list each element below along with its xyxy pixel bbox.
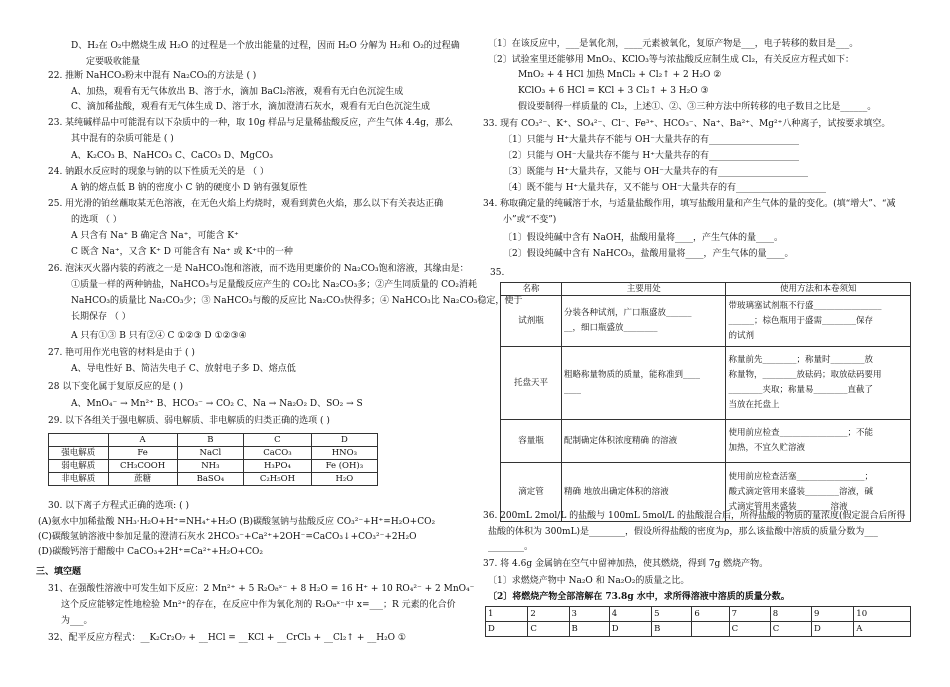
table-header-cell: 使用方法和本卷须知 [726, 283, 911, 296]
answer-cell: 10 [854, 607, 911, 622]
question-line: 〔1〕求燃烧产物中 Na₂O 和 Na₂O₂的质量之比。 [488, 576, 690, 586]
question-line: 33. 现有 CO₃²⁻、K⁺、SO₄²⁻、Cl⁻、Fe³⁺、HCO₃⁻、Na⁺、Ba²⁺、Mg²⁺八种离子，试按要求填空。 [483, 119, 891, 129]
question-line: 32、配平反应方程式：__K₂Cr₂O₇ + __HCl = __KCl + __CrCl₃ + __Cl₂↑ + __H₂O ① [48, 633, 406, 643]
question-line: 31、在强酸性溶液中可发生如下反应：2 Mn²⁺ + 5 R₂O₈ˣ⁻ + 8 H₂O = 16 H⁺ + 10 RO₄²⁻ + 2 MnO₄⁻ [48, 584, 475, 594]
table-cell: 精确 地放出确定体积的溶液 [561, 463, 726, 522]
table-cell: C [244, 434, 312, 447]
table-cell: 使用前应检查活塞________________； 酸式滴定管用来盛装________溶液，碱 式滴定管用来盛装________溶液 [726, 463, 911, 522]
question-line: 25. 用光滑的铂丝蘸取某无色溶液，在无色火焰上灼烧时，观看到黄色火焰，那么以下有关表达正确 [48, 199, 444, 209]
table-cell: CH₃COOH [108, 460, 177, 473]
question-line: 假设要制得一样质量的 Cl₂，上述①、②、③三种方法中所转移的电子数目之比是______。 [518, 102, 877, 112]
question-line: 35. [490, 268, 505, 278]
question-line: 〔2〕只能与 OH⁻大量共存不能与 H⁺大量共存的有____________________ [503, 151, 800, 161]
question-line: 这个反应能够定性地检验 Mn²⁺的存在，在反应中作为氧化剂的 R₂O₈ˣ⁻中 x=___；R 元素的化合价 [61, 600, 456, 610]
table-row [486, 607, 911, 622]
table-cell [49, 434, 109, 447]
answer-cell: C [729, 622, 770, 637]
question-line: A、K₂CO₃ B、NaHCO₃ C、CaCO₃ D、MgCO₃ [71, 151, 273, 161]
question-line: A、加热，观看有无气体放出 B、溶于水，滴加 BaCl₂溶液，观看有无白色沉淀生成 [71, 87, 404, 97]
question-line: 〔2〕将燃烧产物全部溶解在 73.8g 水中，求所得溶液中溶质的质量分数。 [488, 592, 790, 602]
table-cell: H₃PO₄ [244, 460, 312, 473]
table-cell: 非电解质 [49, 473, 109, 486]
question-line: D、H₂在 O₂中燃烧生成 H₂O 的过程是一个放出能量的过程，因而 H₂O 分解为 H₂和 O₂的过程确 [71, 41, 460, 51]
answer-cell: 1 [486, 607, 528, 622]
question-line: 29. 以下各组关于强电解质、弱电解质、非电解质的归类正确的选项 ( ) [48, 416, 330, 426]
table-cell: 带玻璃塞试剂瓶不行盛________________ ______；棕色瓶用于盛需________保存 的试剂 [726, 296, 911, 347]
answer-cell: 6 [692, 607, 729, 622]
question-line: A 只有①③ B 只有②④ C ①②③ D ①②③④ [71, 331, 247, 341]
table-cell: 托盘天平 [501, 347, 562, 420]
question-line: 30. 以下离子方程式正确的选项: ( ) [48, 501, 189, 511]
question-line: 34. 称取确定量的纯碱溶于水，与适量盐酸作用，填写盐酸用量和产生气体的量的变化。(填“增大”、“减 [483, 199, 896, 209]
table-cell: 滴定管 [501, 463, 562, 522]
question-line: KClO₃ + 6 HCl = KCl + 3 Cl₂↑ + 3 H₂O ③ [518, 86, 709, 96]
question-line: 盐酸的体积为 300mL)是________，假设所得盐酸的密度为ρ，那么该盐酸中溶质的质量分数为___ [488, 527, 878, 537]
question-line: 〔1〕假设纯碱中含有 NaOH，盐酸用量将____，产生气体的量____。 [503, 233, 784, 243]
question-line: 〔1〕只能与 H⁺大量共存不能与 OH⁻大量共存的有____________________ [503, 135, 800, 145]
question-line: ①质量一样的两种钠盐，NaHCO₃与足量酸反应产生的 CO₂比 Na₂CO₃多；②产生同质量的 CO₂消耗 [71, 280, 478, 290]
question-line: (D)碳酸钙溶于醋酸中 CaCO₃+2H⁺=Ca²⁺+H₂O+CO₂ [38, 547, 264, 557]
section-title: 三、填空题 [36, 567, 82, 577]
table-header-cell: 名称 [501, 283, 562, 296]
question-line: 〔3〕既能与 H⁺大量共存，又能与 OH⁻大量共存的有____________________ [503, 167, 809, 177]
question-line: 定要吸收能量 [86, 57, 141, 67]
answer-table [485, 606, 911, 637]
question-line: 〔1〕在该反应中，___是氧化剂，____元素被氧化，复原产物是___，电子转移的数目是___。 [488, 39, 859, 49]
table-row [501, 347, 911, 420]
question-line: 24. 钠跟水反应时的现象与钠的以下性质无关的是 （ ） [48, 167, 269, 177]
table-cell: 称量前先________；称量时________放 称量物，________放砝码；取放砝码要用 ________夹取；称量易________直截了 当放在托盘上 [726, 347, 911, 420]
question-line: A 钠的熔点低 B 钠的密度小 C 钠的硬度小 D 钠有强复原性 [71, 183, 308, 193]
table-cell: 试剂瓶 [501, 296, 562, 347]
table-cell: D [311, 434, 377, 447]
question-line: A 只含有 Na⁺ B 确定含 Na⁺，可能含 K⁺ [71, 231, 239, 241]
table-row [49, 473, 378, 486]
table-cell: 强电解质 [49, 447, 109, 460]
answer-cell: 8 [770, 607, 811, 622]
question-line: ________。 [488, 542, 534, 552]
question-line: MnO₂ + 4 HCl 加热 MnCl₂ + Cl₂↑ + 2 H₂O ② [518, 70, 722, 80]
table-29 [48, 433, 378, 486]
answer-cell: 7 [729, 607, 770, 622]
question-line: 22. 推断 NaHCO₃粉末中混有 Na₂CO₃的方法是 ( ) [48, 71, 257, 81]
question-line: A、导电性好 B、简洁失电子 C、放射电子多 D、熔点低 [71, 364, 296, 374]
table-cell: 配制确定体积浓度精确 的溶液 [561, 420, 726, 463]
question-line: (A)氨水中加稀盐酸 NH₃·H₂O+H⁺=NH₄⁺+H₂O (B)碳酸氢钠与盐酸反应 CO₃²⁻+H⁺=H₂O+CO₂ [38, 517, 436, 527]
question-line: 26. 泡沫灭火器内装的药液之一是 NaHCO₃饱和溶液，而不选用更廉价的 Na₂CO₃饱和溶液，其缘由是： [48, 264, 469, 274]
answer-cell: B [569, 622, 609, 637]
question-line: (C)碳酸氢钠溶液中参加足量的澄清石灰水 2HCO₃⁻+Ca²⁺+2OH⁻=CaCO₃↓+CO₃²⁻+2H₂O [38, 532, 417, 542]
table-cell: BaSO₄ [177, 473, 244, 486]
table-row [49, 460, 378, 473]
question-line: 为___。 [61, 616, 93, 626]
table-row [49, 447, 378, 460]
table-cell: H₂O [311, 473, 377, 486]
question-line: 23. 某纯碱样品中可能混有以下杂质中的一种，取 10g 样品与足量稀盐酸反应，产生气体 4.4g，那么 [48, 118, 454, 128]
question-line: 37. 将 4.6g 金属钠在空气中留神加热，使其燃烧，得到 7g 燃烧产物。 [483, 559, 769, 569]
question-line: 的选项 （ ） [71, 215, 122, 225]
answer-cell: D [609, 622, 651, 637]
answer-cell: 9 [811, 607, 853, 622]
table-cell: Fe [108, 447, 177, 460]
table-cell: 分装各种试剂，广口瓶盛放______ __，细口瓶盛放________ [561, 296, 726, 347]
table-row [501, 296, 911, 347]
table-cell: NH₃ [177, 460, 244, 473]
answer-cell: D [486, 622, 528, 637]
table-cell: 容量瓶 [501, 420, 562, 463]
question-line: C 既含 Na⁺，又含 K⁺ D 可能含有 Na⁺ 或 K⁺中的一种 [71, 247, 293, 257]
table-cell: B [177, 434, 244, 447]
question-line: 36. 200mL 2mol/L 的盐酸与 100mL 5mol/L 的盐酸混合后，所得盐酸的物质的量浓度(假定混合后所得 [483, 511, 906, 521]
table-row [49, 434, 378, 447]
table-row [501, 420, 911, 463]
question-line: C、滴加稀盐酸，观看有无气体生成 D、溶于水，滴加澄清石灰水，观看有无白色沉淀生成 [71, 102, 430, 112]
table-header-cell: 主要用处 [561, 283, 726, 296]
answer-cell: C [770, 622, 811, 637]
question-line: 小”或“不变”) [503, 215, 557, 225]
question-line: 27. 艳可用作光电管的材料是由于 ( ) [48, 348, 195, 358]
answer-cell [692, 622, 729, 637]
answer-cell: B [652, 622, 692, 637]
table-cell: Fe (OH)₃ [311, 460, 377, 473]
table-row [501, 283, 911, 296]
question-line: 长期保存 （ ） [71, 312, 131, 322]
question-line: 〔2〕试验室里还能够用 MnO₂、KClO₃等与浓盐酸反应制生成 Cl₂，有关反应方程式如下： [488, 55, 855, 65]
table-cell: HNO₃ [311, 447, 377, 460]
table-35 [500, 282, 911, 522]
answer-cell: 5 [652, 607, 692, 622]
answer-cell: C [528, 622, 569, 637]
table-cell: 蔗糖 [108, 473, 177, 486]
table-row [486, 622, 911, 637]
question-line: 其中混有的杂质可能是 ( ) [71, 134, 174, 144]
table-cell: CaCO₃ [244, 447, 312, 460]
question-line: 〔2〕假设纯碱中含有 NaHCO₃，盐酸用量将____，产生气体的量____。 [503, 249, 794, 259]
table-cell: C₂H₅OH [244, 473, 312, 486]
answer-cell: 2 [528, 607, 569, 622]
answer-cell: 3 [569, 607, 609, 622]
table-cell: 弱电解质 [49, 460, 109, 473]
question-line: 〔4〕既不能与 H⁺大量共存，又不能与 OH⁻大量共存的有____________________ [503, 183, 827, 193]
question-line: A、MnO₄⁻ → Mn²⁺ B、HCO₃⁻ → CO₂ C、Na → Na₂O₂ D、SO₂ → S [71, 399, 363, 409]
table-cell: 使用前应检查________________；不能 加热，不宜久贮溶液 [726, 420, 911, 463]
table-cell: NaCl [177, 447, 244, 460]
answer-cell: 4 [609, 607, 651, 622]
question-line: 28 以下变化属于复原反应的是 ( ) [48, 382, 184, 392]
table-cell: 粗略称量物质的质量，能称准到____ ____ [561, 347, 726, 420]
question-line: NaHCO₃的质量比 Na₂CO₃少；③ NaHCO₃与酸的反应比 Na₂CO₃快得多；④ NaHCO₃比 Na₂CO₃稳定，便于 [71, 296, 523, 306]
answer-cell: D [811, 622, 853, 637]
answer-cell: A [854, 622, 911, 637]
table-cell: A [108, 434, 177, 447]
